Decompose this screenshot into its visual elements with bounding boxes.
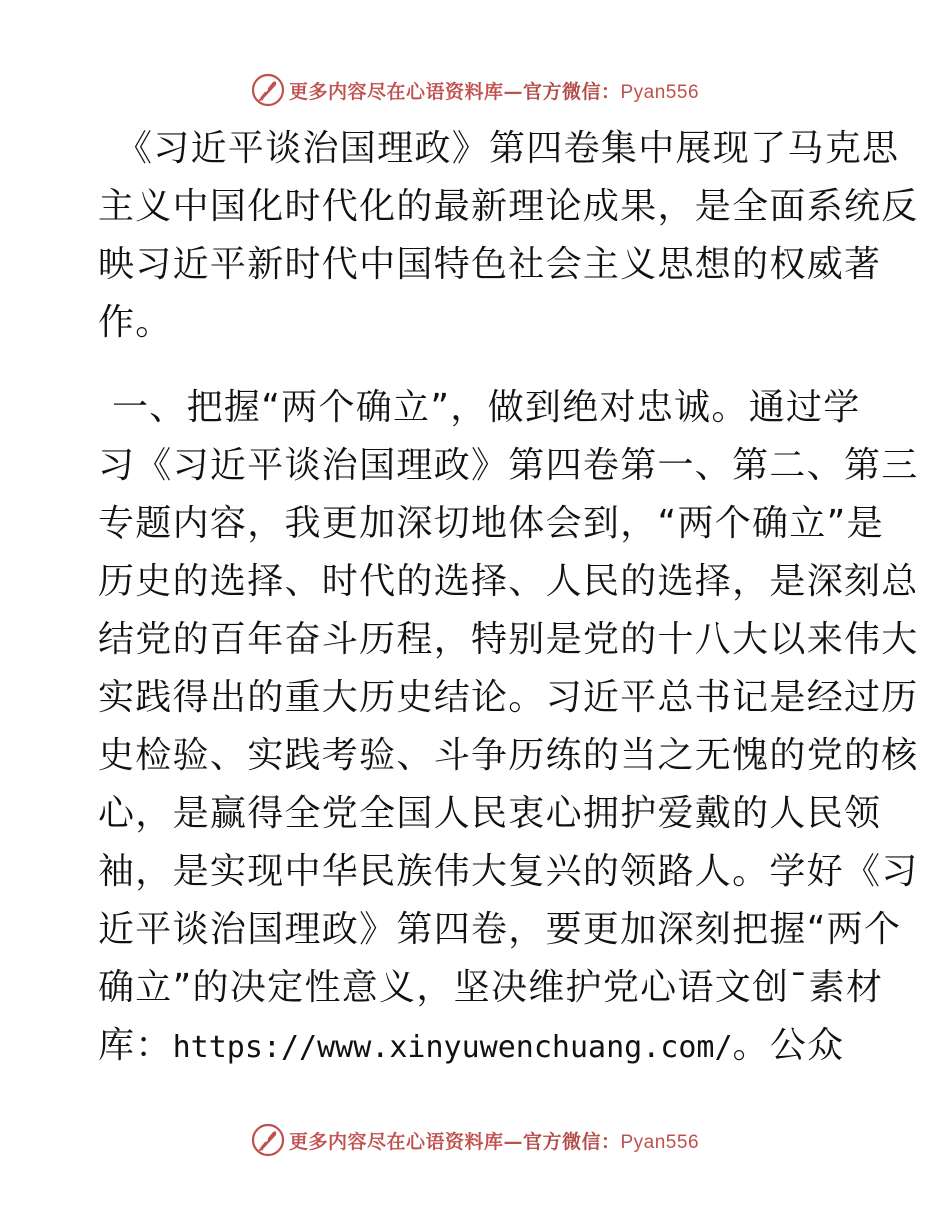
banner-separator: — bbox=[503, 80, 523, 103]
quill-pen-logo-icon bbox=[251, 73, 285, 107]
text-line: 历史的选择、时代的选择、人民的选择，是深刻总 bbox=[98, 561, 919, 602]
banner-main-text: 更多内容尽在心语资料库 bbox=[288, 80, 504, 103]
text-line: 结党的百年奋斗历程，特别是党的十八大以来伟大 bbox=[98, 619, 919, 660]
paragraph-section-one bbox=[98, 379, 919, 1075]
text-line: 实践得出的重大历史结论。习近平总书记是经过历 bbox=[98, 677, 919, 718]
website-url: https://www.xinyuwenchuang.com/ bbox=[172, 1030, 733, 1065]
text-line: 一、把握“两个确立”，做到绝对忠诚。通过学 bbox=[112, 387, 861, 428]
document-body bbox=[98, 120, 919, 1075]
banner-wechat-account: Pyan556 bbox=[620, 1131, 700, 1153]
text-line: 映习近平新时代中国特色社会主义思想的权威著 bbox=[98, 244, 882, 285]
text-line-with-url bbox=[98, 1017, 858, 1075]
banner-main-text: 更多内容尽在心语资料库 bbox=[288, 1130, 504, 1153]
text-line: 心，是赢得全党全国人民衷心拥护爱戴的人民领 bbox=[98, 793, 882, 834]
text-line: 《习近平谈治国理政》第四卷集中展现了马克思 bbox=[116, 128, 900, 169]
line-prefix: 库： bbox=[98, 1025, 173, 1066]
text-line: 作。 bbox=[98, 302, 173, 343]
paragraph-intro bbox=[98, 120, 919, 352]
quill-pen-logo-icon bbox=[251, 1123, 285, 1157]
line-suffix: 。公众 bbox=[732, 1025, 845, 1066]
banner-separator: — bbox=[503, 1130, 523, 1153]
banner-wechat-account: Pyan556 bbox=[620, 81, 700, 103]
text-line: 近平谈治国理政》第四卷，要更加深刻把握“两个 bbox=[98, 909, 902, 950]
text-line: 确立”的决定性意义，坚决维护党心语文创¯素材 bbox=[98, 967, 884, 1008]
text-line: 史检验、实践考验、斗争历练的当之无愧的党的核 bbox=[98, 735, 919, 776]
banner-text bbox=[289, 1127, 699, 1154]
text-line: 专题内容，我更加深切地体会到，“两个确立”是 bbox=[98, 503, 884, 544]
text-line: 袖，是实现中华民族伟大复兴的领路人。学好《习 bbox=[98, 851, 919, 892]
banner-text bbox=[289, 77, 699, 104]
banner-wechat-label: 官方微信： bbox=[522, 80, 621, 103]
footer-banner bbox=[0, 1122, 950, 1158]
header-banner bbox=[0, 72, 950, 108]
text-line: 主义中国化时代化的最新理论成果，是全面系统反 bbox=[98, 186, 919, 227]
text-line: 习《习近平谈治国理政》第四卷第一、第二、第三 bbox=[98, 445, 919, 486]
banner-wechat-label: 官方微信： bbox=[522, 1130, 621, 1153]
